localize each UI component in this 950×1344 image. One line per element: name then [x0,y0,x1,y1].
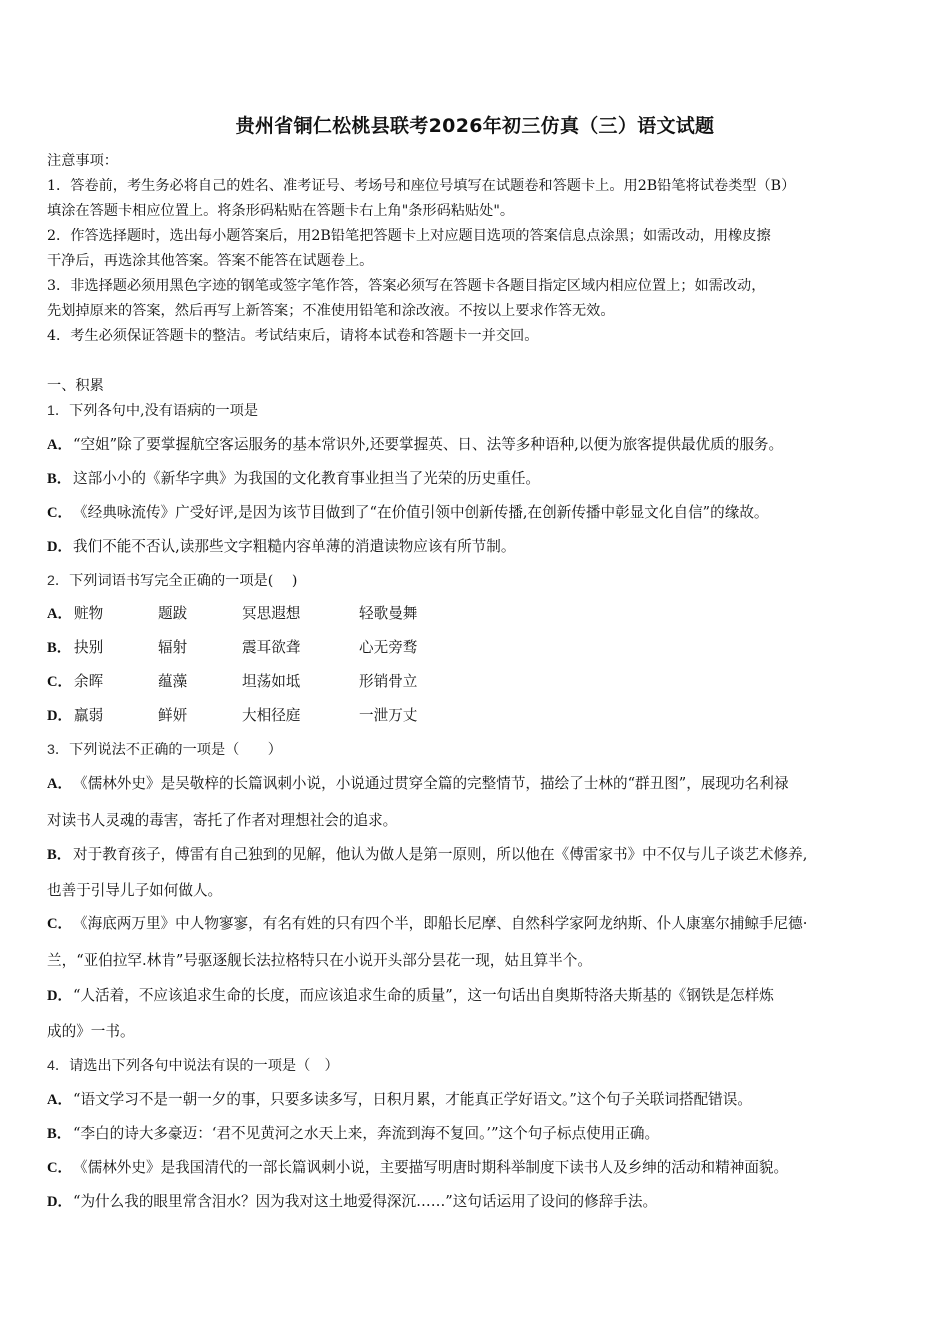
question-1-stem [47,401,920,421]
question-text: 请选出下列各句中说法有误的一项是（ ） [69,1058,339,1074]
question-4-stem [47,1056,920,1076]
option-label: D． [47,708,73,724]
notice-line: 先划掉原来的答案，然后再写上新答案；不准使用铅笔和涂改液。不按以上要求作答无效。 [47,303,615,319]
q3-option-c [47,914,920,934]
q1-option-c [47,503,920,523]
option-text: 《儒林外史》是我国清代的一部长篇讽刺小说，主要描写明唐时期科举制度下读书人及乡绅的活动和精神面貌。 [73,1159,789,1176]
q4-option-c [47,1158,920,1178]
q1-option-a [47,435,920,455]
option-label: D． [47,1194,73,1210]
page-title: 贵州省铜仁松桃县联考2026年初三仿真（三）语文试题 [235,115,715,137]
option-label: B． [47,1126,72,1142]
word: 形销骨立 [359,673,418,690]
option-text: 《海底两万里》中人物寥寥，有名有姓的只有四个半，即船长尼摩、自然科学家阿龙纳斯、仆人康塞尔捕鲸手尼德· [73,915,808,932]
option-label: B． [47,847,72,863]
word: 冥思遐想 [242,605,301,622]
word: 抉别 [74,639,104,656]
q3-option-a [47,774,920,794]
notice-line: 1．答卷前，考生务必将自己的姓名、准考证号、考场号和座位号填写在试题卷和答题卡上。用2B铅笔将试卷类型（B） [47,178,796,194]
notice-line: 4．考生必须保证答题卡的整洁。考试结束后，请将本试卷和答题卡一并交回。 [47,328,539,344]
question-2-stem [47,571,920,591]
option-text: 《经典咏流传》广受好评,是因为该节目做到了“在价值引领中创新传播,在创新传播中彰显文化自信”的缘故。 [73,504,769,521]
option-label: C． [47,505,73,521]
word: 赃物 [74,605,104,622]
q3-option-d [47,986,920,1006]
word: 题跋 [158,605,188,622]
option-label: C． [47,674,73,690]
option-label: A． [47,606,73,622]
word: 大相径庭 [242,707,301,724]
notice-heading: 注意事项： [47,153,118,169]
notice-line: 3．非选择题必须用黑色字迹的钢笔或签字笔作答，答案必须写在答题卡各题目指定区域内相应位置上；如需改动， [47,278,766,294]
option-text: “人活着，不应该追求生命的长度，而应该追求生命的质量”，这一句话出自奥斯特洛夫斯基的《钢铁是怎样炼 [73,987,774,1004]
option-text: 这部小小的《新华字典》为我国的文化教育事业担当了光荣的历史重任。 [73,470,541,487]
word: 蕴藻 [158,673,188,690]
option-label: A． [47,1092,73,1108]
option-label: B． [47,471,72,487]
option-label: C． [47,1160,73,1176]
option-text: “空姐”除了要掌握航空客运服务的基本常识外,还要掌握英、日、法等多种语种,以便为旅客提供最优质的服务。 [73,436,784,453]
word: 余晖 [74,673,104,690]
option-text: 对于教育孩子，傅雷有自己独到的见解，他认为做人是第一原则，所以他在《傅雷家书》中不仅与儿子谈艺术修养, [73,846,808,863]
option-continuation: 对读书人灵魂的毒害，寄托了作者对理想社会的追求。 [47,812,398,829]
q1-option-b [47,469,920,489]
section-heading: 一、积累 [47,378,104,394]
option-text: 我们不能不否认,读那些文字粗糙内容单薄的消遣读物应该有所节制。 [73,538,516,555]
question-number: 1． [47,403,70,419]
q4-option-d [47,1192,920,1212]
question-text: 下列词语书写完全正确的一项是( ) [69,573,298,589]
option-text: “为什么我的眼里常含泪水？因为我对这土地爱得深沉……”这句话运用了设问的修辞手法。 [73,1193,658,1210]
option-text: 《儒林外史》是吴敬梓的长篇讽刺小说，小说通过贯穿全篇的完整情节，描绘了士林的“群丑图”，展现功名利禄 [73,775,789,792]
word: 坦荡如坻 [242,673,301,690]
option-label: A． [47,437,73,453]
question-3-stem [47,740,920,760]
q1-option-d [47,537,920,557]
option-label: B． [47,640,72,656]
notice-line: 干净后，再选涂其他答案。答案不能答在试题卷上。 [47,253,374,269]
q4-option-b [47,1124,920,1144]
option-continuation: 也善于引导儿子如何做人。 [47,882,223,899]
word: 震耳欲聋 [242,639,301,656]
word: 一泄万丈 [359,707,418,724]
word: 鲜妍 [158,707,188,724]
question-number: 2． [47,573,70,589]
question-number: 4． [47,1058,70,1074]
question-number: 3． [47,742,70,758]
option-label: C． [47,916,73,932]
option-continuation: 兰，“亚伯拉罕.林肯”号驱逐舰长法拉格特只在小说开头部分昙花一现，姑且算半个。 [47,952,592,969]
word: 辐射 [158,639,188,656]
word: 心无旁骛 [359,639,418,656]
option-text: “语文学习不是一朝一夕的事，只要多读多写，日积月累，才能真正学好语文。”这个句子关联词搭配错误。 [73,1091,752,1108]
question-text: 下列各句中,没有语病的一项是 [69,403,259,419]
word: 轻歌曼舞 [359,605,418,622]
question-text: 下列说法不正确的一项是（ ） [69,742,282,758]
word: 羸弱 [74,707,104,724]
option-label: D． [47,539,73,555]
q4-option-a [47,1090,920,1110]
q3-option-b [47,845,920,865]
notice-line: 2．作答选择题时，选出每小题答案后，用2B铅笔把答题卡上对应题目选项的答案信息点涂黑；如需改动，用橡皮擦 [47,228,771,244]
option-text: “李白的诗大多豪迈：‘君不见黄河之水天上来，奔流到海不复回。’”这个句子标点使用正确。 [73,1125,660,1142]
option-label: D． [47,988,73,1004]
option-continuation: 成的》一书。 [47,1023,135,1040]
option-label: A． [47,776,73,792]
notice-line: 填涂在答题卡相应位置上。将条形码粘贴在答题卡右上角"条形码粘贴处"。 [47,203,515,219]
